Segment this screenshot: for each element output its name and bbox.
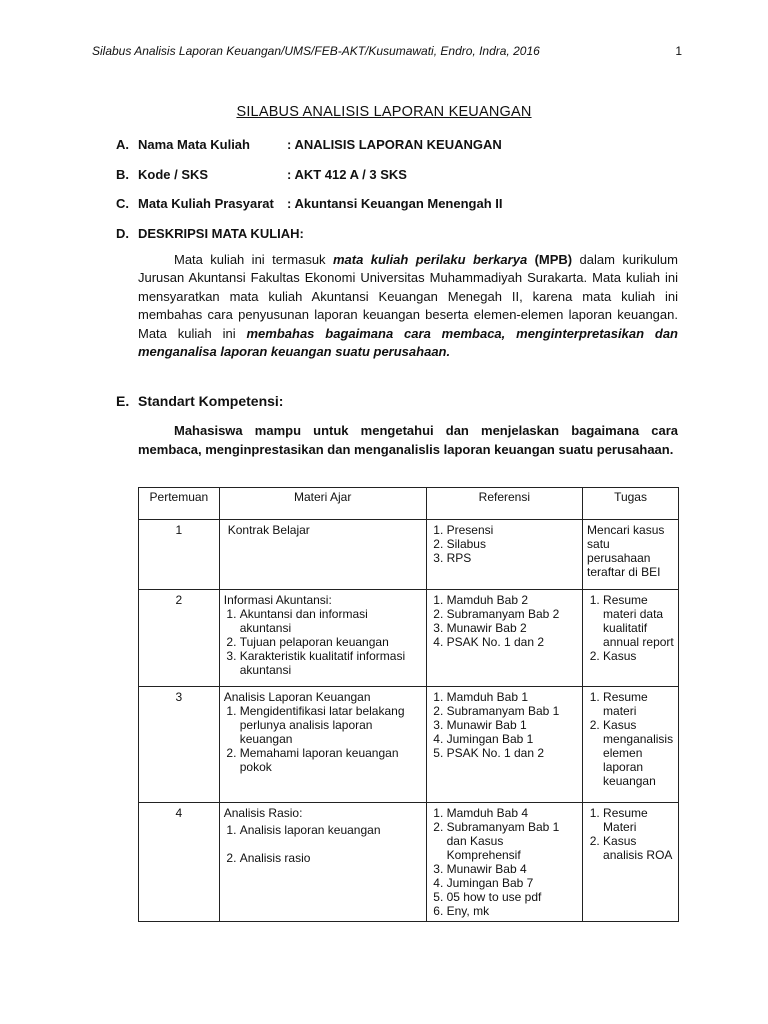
referensi-list: [431, 523, 578, 565]
list-item: 3. RPS: [447, 551, 578, 565]
cell-referensi: [426, 520, 582, 590]
cell-tugas: [583, 520, 679, 590]
list-item: 1. Resume Materi: [603, 806, 674, 834]
tugas-list: [587, 690, 674, 788]
materi-title: Analisis Laporan Keuangan: [223, 690, 371, 704]
list-item: 4. Jumingan Bab 7: [447, 876, 578, 890]
section-a: A. Nama Mata Kuliah : ANALISIS LAPORAN KEUANGAN: [116, 137, 502, 152]
page-number: 1: [675, 44, 682, 58]
list-item: 5. 05 how to use pdf: [447, 890, 578, 904]
cell-pertemuan: 2: [139, 590, 220, 687]
list-item: 2. Silabus: [447, 537, 578, 551]
section-c-value: : Akuntansi Keuangan Menengah II: [287, 196, 503, 211]
list-item: 3. Munawir Bab 1: [447, 718, 578, 732]
cell-tugas: [583, 687, 679, 803]
section-e: E. Standart Kompetensi:: [116, 393, 284, 409]
col-materi: Materi Ajar: [219, 488, 426, 520]
cell-pertemuan: 3: [139, 687, 220, 803]
referensi-list: [431, 690, 578, 760]
page-header: [92, 44, 682, 58]
list-item: 2. Analisis rasio: [240, 851, 422, 865]
list-item: 1. Presensi: [447, 523, 578, 537]
cell-materi: [219, 687, 426, 803]
list-item: 4. Jumingan Bab 1: [447, 732, 578, 746]
materi-title: Informasi Akuntansi:: [223, 593, 332, 607]
section-c: C. Mata Kuliah Prasyarat : Akuntansi Keuangan Menengah II: [116, 196, 503, 211]
list-item: 1. Mengidentifikasi latar belakang perlunya analisis laporan keuangan: [240, 704, 422, 746]
materi-list: [224, 607, 422, 677]
list-item: 1. Mamduh Bab 4: [447, 806, 578, 820]
cell-materi: [219, 590, 426, 687]
list-item: 1. Resume materi: [603, 690, 674, 718]
list-item: 2. Kasus menganalisis elemen laporan keuangan: [603, 718, 674, 788]
header-text: Silabus Analisis Laporan Keuangan/UMS/FEB-AKT/Kusumawati, Endro, Indra, 2016: [92, 44, 540, 58]
table-header-row: [139, 488, 679, 520]
tugas-text: Mencari kasus satu perusahaan teraftar di BEI: [587, 523, 665, 579]
materi-list: [224, 704, 422, 774]
kompetensi-paragraph: Mahasiswa mampu untuk mengetahui dan menjelaskan bagaimana cara membaca, menginprestasikan dan menganalislis laporan keuangan suatu perusahaan.: [138, 423, 678, 457]
list-item: 3. Munawir Bab 4: [447, 862, 578, 876]
list-item: 3. Munawir Bab 2: [447, 621, 578, 635]
tugas-list: [587, 806, 674, 862]
cell-tugas: [583, 590, 679, 687]
materi-title: Analisis Rasio:: [223, 806, 303, 820]
col-referensi: Referensi: [426, 488, 582, 520]
cell-pertemuan: 4: [139, 803, 220, 922]
section-b-value: : AKT 412 A / 3 SKS: [287, 167, 407, 182]
referensi-list: [431, 593, 578, 649]
list-item: 2. Memahami laporan keuangan pokok: [240, 746, 422, 774]
list-item: 3. Karakteristik kualitatif informasi akuntansi: [240, 649, 422, 677]
table-row: [139, 803, 679, 922]
cell-referensi: [426, 803, 582, 922]
cell-referensi: [426, 590, 582, 687]
list-item: 2. Tujuan pelaporan keuangan: [240, 635, 422, 649]
list-item: 1. Analisis laporan keuangan: [240, 823, 422, 837]
cell-pertemuan: 1: [139, 520, 220, 590]
list-item: 1. Mamduh Bab 2: [447, 593, 578, 607]
table-row: [139, 520, 679, 590]
cell-referensi: [426, 687, 582, 803]
col-tugas: Tugas: [583, 488, 679, 520]
list-item: 1. Mamduh Bab 1: [447, 690, 578, 704]
syllabus-table: [138, 487, 679, 922]
deskripsi-paragraph: Mata kuliah ini termasuk mata kuliah perilaku berkarya (MPB) dalam kurikulum Jurusan Akuntansi Fakultas Ekonomi Universitas Muhammadiyah Surakarta. Mata kuliah ini mensyaratkan mata kuliah Akuntansi Keuangan Menegah II, karena mata kuliah ini membahas cara penyusunan laporan keuangan beserta elemen-elemen laporan keuangan. Mata kuliah ini membahas bagaimana cara membaca, menginterpretasikan dan menganalisa laporan keuangan suatu perusahaan.: [138, 252, 678, 360]
list-item: 2. Kasus: [603, 649, 674, 663]
list-item: 1. Resume materi data kualitatif annual report: [603, 593, 674, 649]
section-b: B. Kode / SKS : AKT 412 A / 3 SKS: [116, 167, 407, 182]
list-item: 2. Subramanyam Bab 2: [447, 607, 578, 621]
col-pertemuan: Pertemuan: [139, 488, 220, 520]
table-row: [139, 590, 679, 687]
cell-materi: [219, 520, 426, 590]
list-item: 6. Eny, mk: [447, 904, 578, 918]
list-item: 1. Akuntansi dan informasi akuntansi: [240, 607, 422, 635]
materi-title: Kontrak Belajar: [227, 523, 310, 537]
list-item: 5. PSAK No. 1 dan 2: [447, 746, 578, 760]
referensi-list: [431, 806, 578, 918]
section-d: D. DESKRIPSI MATA KULIAH:: [116, 226, 304, 241]
list-item: 4. PSAK No. 1 dan 2: [447, 635, 578, 649]
section-a-value: : ANALISIS LAPORAN KEUANGAN: [287, 137, 502, 152]
list-item: 2. Subramanyam Bab 1: [447, 704, 578, 718]
cell-materi: [219, 803, 426, 922]
tugas-list: [587, 593, 674, 663]
materi-list: [224, 823, 422, 865]
cell-tugas: [583, 803, 679, 922]
list-item: 2. Subramanyam Bab 1 dan Kasus Komprehensif: [447, 820, 578, 862]
list-item: 2. Kasus analisis ROA: [603, 834, 674, 862]
document-title: SILABUS ANALISIS LAPORAN KEUANGAN: [236, 104, 532, 120]
table-row: [139, 687, 679, 803]
